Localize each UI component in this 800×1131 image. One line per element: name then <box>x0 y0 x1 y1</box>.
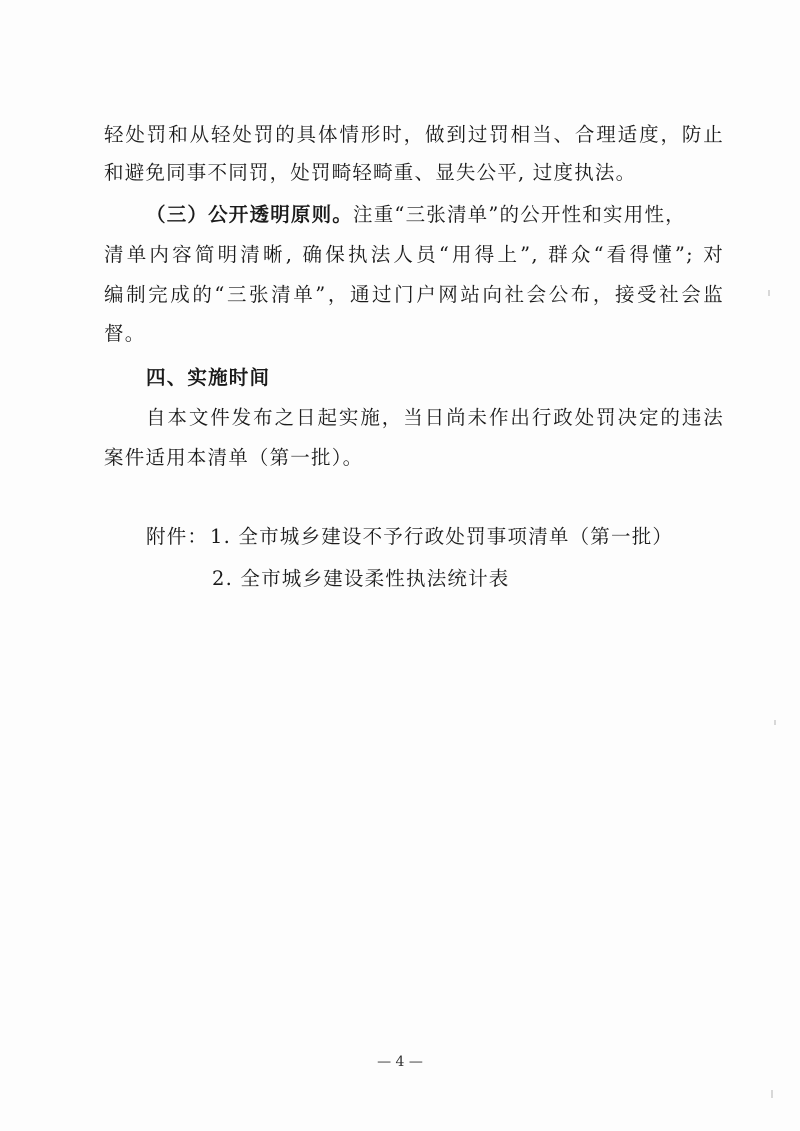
attachment-item: 1. 全市城乡建设不予行政处罚事项清单（第一批） <box>210 525 674 548</box>
principle-label: （三）公开透明原则。 <box>146 203 354 226</box>
paragraph-line: 督。 <box>104 322 146 345</box>
paragraph-principle-3 <box>146 201 724 229</box>
page-number: — 4 — <box>377 1054 423 1070</box>
paragraph-line: 轻处罚和从轻处罚的具体情形时，做到过罚相当、合理适度，防止 <box>104 123 724 146</box>
attachments-label: 附件： <box>146 525 209 548</box>
paragraph-line: 自本文件发布之日起实施，当日尚未作出行政处罚决定的违法 <box>146 406 724 429</box>
scan-artifact <box>768 290 770 296</box>
section-heading: 四、实施时间 <box>146 366 271 389</box>
scan-artifact <box>774 720 776 725</box>
paragraph-line: 编制完成的“三张清单”，通过门户网站向社会公布，接受社会监 <box>104 283 724 306</box>
scan-artifact <box>771 1090 773 1098</box>
paragraph-line: 和避免同事不同罚，处罚畸轻畸重、显失公平, 过度执法。 <box>104 161 637 184</box>
attachment-item: 2. 全市城乡建设柔性执法统计表 <box>212 567 510 590</box>
paragraph-line: 清单内容简明清晰, 确保执法人员“用得上”, 群众“看得懂”; 对 <box>104 243 724 266</box>
paragraph-text: 注重“三张清单”的公开性和实用性， <box>353 203 686 226</box>
paragraph-line: 案件适用本清单（第一批）。 <box>104 446 364 469</box>
